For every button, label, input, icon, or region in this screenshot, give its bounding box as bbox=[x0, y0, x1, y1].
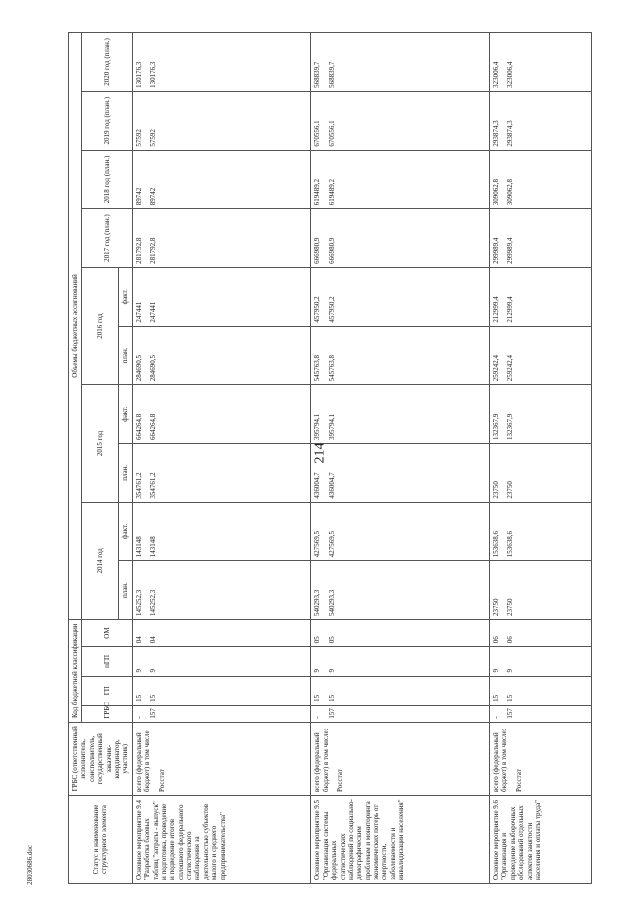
section-title: Основное мероприятие 9.5 "Организация системы федеральных статистических наблюдений по социально-демографическим проблемам и мониторинга экономических потерь от смертности, заболеваемости и инвалидизации населения" bbox=[311, 795, 490, 883]
value-2017-plan: 666980,9 bbox=[327, 237, 336, 264]
value-2019-plan: 670556,1 bbox=[327, 120, 336, 147]
value-2019-plan-cell bbox=[132, 91, 311, 150]
code-gp-value: 15 bbox=[506, 694, 515, 702]
rotated-table-inner bbox=[68, 32, 568, 884]
value-2019-plan: 293874,3 bbox=[491, 120, 500, 147]
value-2014-fact: 427569,5 bbox=[327, 531, 336, 558]
code-om-value: 06 bbox=[506, 636, 515, 644]
code-grbs-value: - bbox=[491, 716, 500, 719]
code-pgp-cell bbox=[132, 647, 311, 676]
value-2014-fact: 427569,5 bbox=[313, 531, 322, 558]
value-2015-plan: 23750 bbox=[491, 481, 500, 499]
value-2015-fact: 132367,9 bbox=[506, 413, 515, 440]
section-row-1 bbox=[132, 33, 311, 884]
value-2015-plan-cell bbox=[132, 443, 311, 502]
header-code-om: ОМ bbox=[82, 619, 132, 646]
code-pgp-cell bbox=[489, 647, 591, 676]
section-title: Основное мероприятие 9.6 "Организация и проведение выборочных обследований отдельных аспектов занятости населения и оплаты труда" bbox=[489, 795, 591, 883]
header-year-2020: 2020 год (план.) bbox=[82, 33, 132, 92]
value-2016-plan: 259242,4 bbox=[491, 355, 500, 382]
header-2016-fact: факт. bbox=[119, 267, 132, 326]
table-body bbox=[132, 33, 591, 884]
value-2015-plan: 436004,7 bbox=[327, 472, 336, 499]
document-id: 28030686.doc bbox=[26, 845, 35, 885]
section-row-2 bbox=[311, 33, 490, 884]
value-2016-plan: 284690,5 bbox=[134, 355, 143, 382]
value-2016-plan-cell bbox=[489, 326, 591, 385]
grbs-total: всего (федеральный бюджет) в том числе bbox=[134, 730, 152, 792]
value-2016-fact-cell bbox=[311, 267, 490, 326]
budget-allocation-table bbox=[68, 32, 592, 884]
header-year-2016: 2016 год bbox=[82, 267, 119, 384]
value-2014-fact: 143148 bbox=[149, 536, 158, 558]
value-2020-plan: 568839,7 bbox=[313, 61, 322, 88]
value-2016-fact: 247441 bbox=[134, 301, 143, 323]
code-pgp-value: 9 bbox=[506, 669, 515, 673]
grbs-agency: Росстат bbox=[157, 769, 166, 792]
code-gp-value: 15 bbox=[313, 694, 322, 702]
header-status: Статус и наименование структурного элемента bbox=[69, 795, 133, 883]
code-gp-value: 15 bbox=[491, 694, 500, 702]
value-2015-fact-cell bbox=[311, 385, 490, 444]
value-2019-plan: 670556,1 bbox=[313, 120, 322, 147]
header-2016-plan: план. bbox=[119, 326, 132, 385]
value-2016-plan: 545763,8 bbox=[327, 355, 336, 382]
value-2020-plan-cell bbox=[489, 33, 591, 92]
grbs-total: всего (федеральный бюджет) в том числе: bbox=[491, 728, 509, 792]
value-2015-plan-cell bbox=[489, 443, 591, 502]
value-2018-plan-cell bbox=[489, 150, 591, 209]
header-year-2014: 2014 год bbox=[82, 502, 119, 619]
value-2020-plan: 568839,7 bbox=[327, 61, 336, 88]
value-2014-plan-cell bbox=[311, 561, 490, 620]
code-grbs-cell bbox=[311, 705, 490, 722]
value-2014-fact: 153638,6 bbox=[506, 531, 515, 558]
value-2014-fact: 143148 bbox=[134, 536, 143, 558]
header-year-2019: 2019 год (план.) bbox=[82, 91, 132, 150]
header-code-pgp: пГП bbox=[82, 647, 132, 676]
header-code-gp: ГП bbox=[82, 676, 132, 705]
code-om-value: 04 bbox=[149, 636, 158, 644]
code-om-cell bbox=[132, 619, 311, 646]
value-2018-plan: 89742 bbox=[149, 187, 158, 206]
value-2015-fact-cell bbox=[489, 385, 591, 444]
value-2019-plan: 57592 bbox=[149, 129, 158, 147]
code-gp-value: 15 bbox=[149, 694, 158, 702]
code-om-value: 06 bbox=[491, 636, 500, 644]
page-number: 214 bbox=[312, 442, 327, 464]
value-2016-plan: 259242,4 bbox=[506, 355, 515, 382]
value-2015-fact: 664264,8 bbox=[134, 413, 143, 440]
value-2015-fact: 395794,1 bbox=[327, 413, 336, 440]
value-2015-plan: 436004,7 bbox=[313, 472, 322, 499]
header-volumes: Объемы бюджетных ассигнований bbox=[69, 33, 82, 620]
code-pgp-value: 9 bbox=[313, 669, 322, 673]
value-2017-plan: 281792,8 bbox=[149, 237, 158, 264]
header-classification: Код бюджетной классификации bbox=[69, 619, 82, 722]
code-grbs-cell bbox=[132, 705, 311, 722]
code-pgp-value: 9 bbox=[491, 669, 500, 673]
value-2018-plan-cell bbox=[311, 150, 490, 209]
value-2016-fact-cell bbox=[489, 267, 591, 326]
section-title: Основное мероприятие 9.4 "Разработка базовых таблиц "затраты - выпуск" и подготовка, проведение и подведение итогов сплошного федерального статистического наблюдения за деятельностью субъектов малого и среднего предпринимательства" bbox=[132, 795, 311, 883]
value-2016-fact: 212999,4 bbox=[491, 296, 500, 323]
value-2016-plan: 545763,8 bbox=[313, 355, 322, 382]
value-2014-fact: 153638,6 bbox=[491, 531, 500, 558]
value-2014-plan: 23750 bbox=[506, 598, 515, 616]
value-2020-plan: 323006,4 bbox=[506, 61, 515, 88]
value-2015-fact: 395794,1 bbox=[313, 413, 322, 440]
value-2015-plan: 23750 bbox=[506, 481, 515, 499]
value-2019-plan: 293874,3 bbox=[506, 120, 515, 147]
value-2015-fact: 664264,8 bbox=[149, 413, 158, 440]
section-row-3 bbox=[489, 33, 591, 884]
value-2017-plan: 299989,4 bbox=[491, 237, 500, 264]
header-2014-plan: план. bbox=[119, 561, 132, 620]
value-2014-plan: 23750 bbox=[491, 598, 500, 616]
code-gp-cell bbox=[489, 676, 591, 705]
code-om-value: 05 bbox=[313, 636, 322, 644]
value-2015-plan-cell bbox=[311, 443, 490, 502]
value-2020-plan: 130176,3 bbox=[134, 61, 143, 88]
value-2019-plan-cell bbox=[311, 91, 490, 150]
value-2017-plan-cell bbox=[489, 209, 591, 268]
header-code-grbs: ГРБС bbox=[82, 705, 132, 722]
grbs-cell bbox=[311, 722, 490, 795]
value-2017-plan-cell bbox=[311, 209, 490, 268]
rotated-table-container bbox=[68, 32, 568, 884]
value-2016-plan-cell bbox=[311, 326, 490, 385]
code-om-cell bbox=[489, 619, 591, 646]
value-2015-fact-cell bbox=[132, 385, 311, 444]
value-2014-plan: 145252,3 bbox=[149, 589, 158, 616]
value-2014-fact-cell bbox=[489, 502, 591, 561]
header-year-2018: 2018 год (план.) bbox=[82, 150, 132, 209]
header-2015-fact: факт. bbox=[119, 385, 132, 444]
code-gp-cell bbox=[311, 676, 490, 705]
value-2018-plan: 619489,2 bbox=[327, 179, 336, 206]
value-2014-plan-cell bbox=[489, 561, 591, 620]
value-2015-plan: 354761,2 bbox=[149, 472, 158, 499]
value-2018-plan: 89742 bbox=[134, 187, 143, 206]
value-2016-fact: 457950,2 bbox=[313, 296, 322, 323]
value-2020-plan-cell bbox=[132, 33, 311, 92]
value-2020-plan: 323006,4 bbox=[491, 61, 500, 88]
code-om-value: 05 bbox=[327, 636, 336, 644]
code-gp-value: 15 bbox=[134, 694, 143, 702]
value-2019-plan: 57592 bbox=[134, 129, 143, 147]
code-grbs-value: - bbox=[313, 716, 322, 719]
code-grbs-value: 157 bbox=[149, 708, 158, 719]
value-2015-plan: 354761,2 bbox=[134, 472, 143, 499]
grbs-total: всего (федеральный бюджет) в том числе: bbox=[313, 728, 330, 792]
header-2014-fact: факт. bbox=[119, 502, 132, 561]
value-2014-plan: 540293,3 bbox=[313, 589, 322, 616]
value-2014-fact-cell bbox=[132, 502, 311, 561]
value-2016-fact-cell bbox=[132, 267, 311, 326]
value-2014-fact-cell bbox=[311, 502, 490, 561]
value-2016-fact: 212999,4 bbox=[506, 296, 515, 323]
header-year-2015: 2015 год bbox=[82, 385, 119, 502]
code-om-cell bbox=[311, 619, 490, 646]
value-2016-plan-cell bbox=[132, 326, 311, 385]
header-2015-plan: план. bbox=[119, 443, 132, 502]
value-2014-plan: 145252,3 bbox=[134, 589, 143, 616]
value-2017-plan: 281792,8 bbox=[134, 237, 143, 264]
value-2017-plan-cell bbox=[132, 209, 311, 268]
header-year-2017: 2017 год (план.) bbox=[82, 209, 132, 268]
code-grbs-value: - bbox=[134, 716, 143, 719]
grbs-cell bbox=[489, 722, 591, 795]
value-2017-plan: 299989,4 bbox=[506, 237, 515, 264]
value-2019-plan-cell bbox=[489, 91, 591, 150]
header-grbs: ГРБС (ответственный исполнитель, соисполнитель, государственный заказчик-координатор, участник) bbox=[69, 722, 133, 795]
code-grbs-cell bbox=[489, 705, 591, 722]
code-grbs-value: 157 bbox=[327, 708, 336, 719]
grbs-cell bbox=[132, 722, 311, 795]
grbs-agency: Росстат bbox=[514, 769, 523, 792]
value-2014-plan-cell bbox=[132, 561, 311, 620]
value-2018-plan: 619489,2 bbox=[313, 179, 322, 206]
value-2016-fact: 247441 bbox=[149, 301, 158, 323]
value-2020-plan: 130176,3 bbox=[149, 61, 158, 88]
code-om-value: 04 bbox=[134, 636, 143, 644]
grbs-agency: Росстат bbox=[336, 769, 345, 792]
code-pgp-value: 9 bbox=[149, 669, 158, 673]
value-2016-fact: 457950,2 bbox=[327, 296, 336, 323]
value-2020-plan-cell bbox=[311, 33, 490, 92]
code-grbs-value: 157 bbox=[506, 708, 515, 719]
value-2014-plan: 540293,3 bbox=[327, 589, 336, 616]
code-gp-cell bbox=[132, 676, 311, 705]
code-pgp-value: 9 bbox=[327, 669, 336, 673]
value-2018-plan-cell bbox=[132, 150, 311, 209]
value-2016-plan: 284690,5 bbox=[149, 355, 158, 382]
code-pgp-value: 9 bbox=[134, 669, 143, 673]
code-gp-value: 15 bbox=[327, 694, 336, 702]
value-2017-plan: 666980,9 bbox=[313, 237, 322, 264]
value-2018-plan: 309062,8 bbox=[506, 179, 515, 206]
code-pgp-cell bbox=[311, 647, 490, 676]
value-2018-plan: 309062,8 bbox=[491, 179, 500, 206]
value-2015-fact: 132367,9 bbox=[491, 413, 500, 440]
